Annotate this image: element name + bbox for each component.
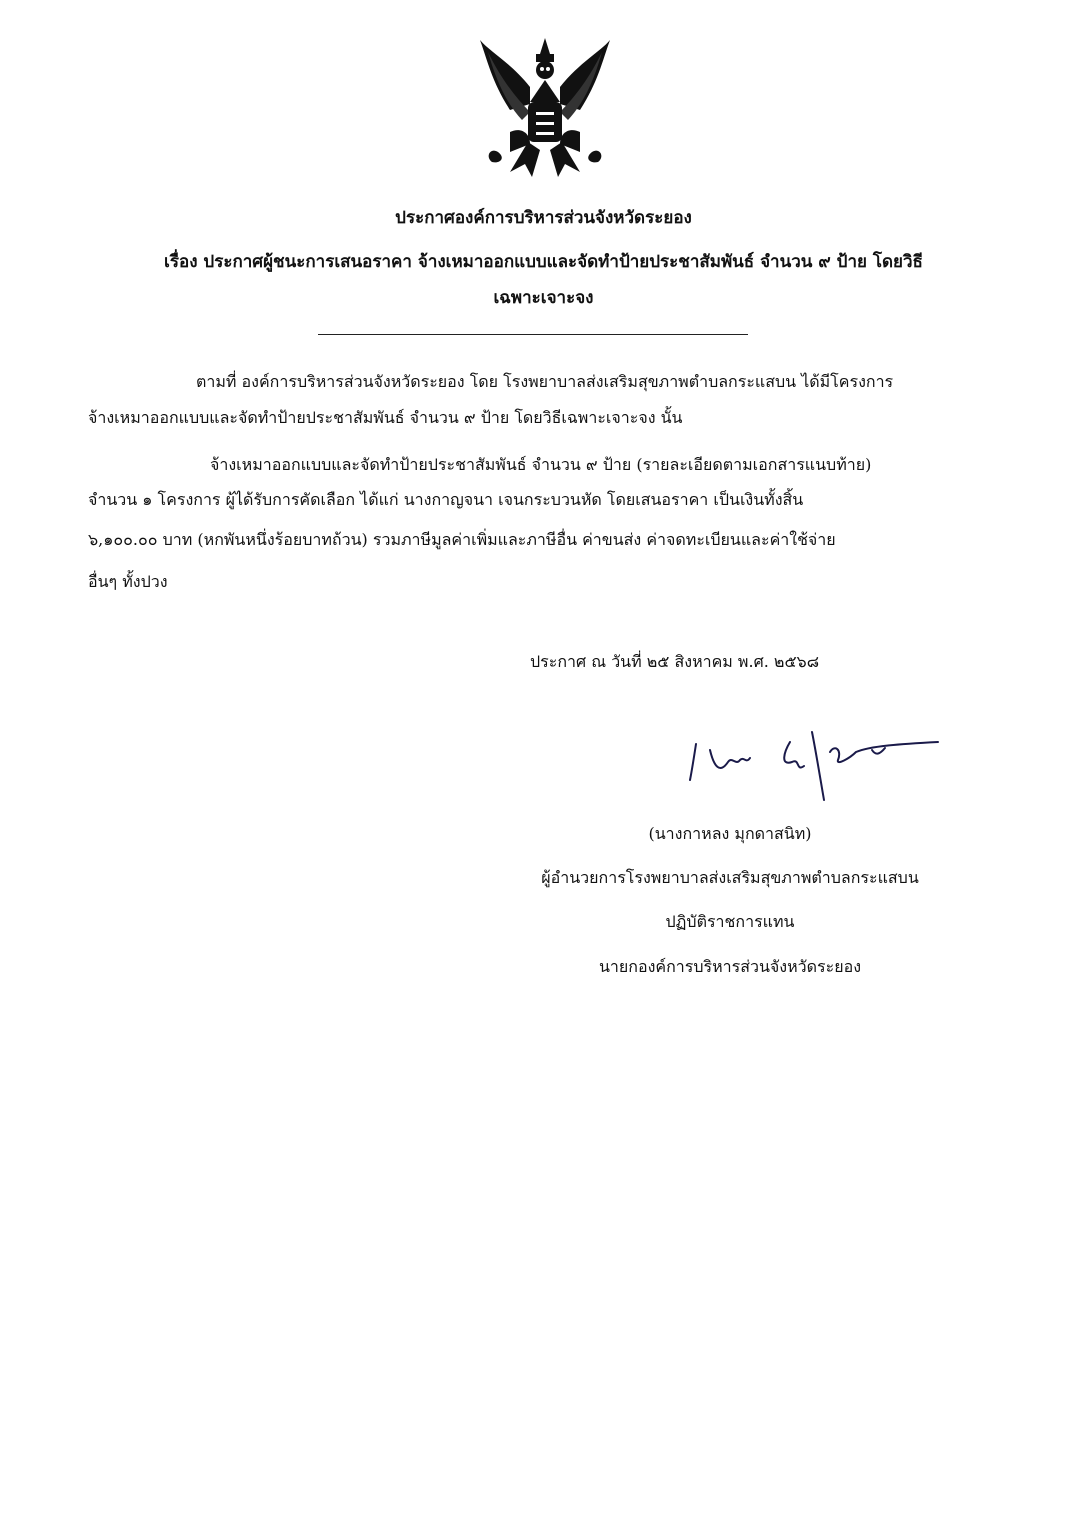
signatory-position: ผู้อำนวยการโรงพยาบาลส่งเสริมสุขภาพตำบลกระแสบน <box>541 868 919 887</box>
body-line: จำนวน ๑ โครงการ ผู้ได้รับการคัดเลือก ได้แก่ นางกาญจนา เจนกระบวนหัด โดยเสนอราคา เป็นเงินทั้งสิ้น <box>88 490 804 509</box>
body-line: จ้างเหมาออกแบบและจัดทำป้ายประชาสัมพันธ์ จำนวน ๙ ป้าย (รายละเอียดตามเอกสารแนบท้าย) <box>210 455 872 474</box>
handwritten-signature-icon <box>680 722 950 812</box>
signatory-on-behalf: นายกองค์การบริหารส่วนจังหวัดระยอง <box>598 957 862 976</box>
announcement-date: ประกาศ ณ วันที่ ๒๕ สิงหาคม พ.ศ. ๒๕๖๘ <box>530 652 820 671</box>
title-divider <box>318 334 748 335</box>
subject-line-1: เรื่อง ประกาศผู้ชนะการเสนอราคา จ้างเหมาออกแบบและจัดทำป้ายประชาสัมพันธ์ จำนวน ๙ ป้าย โดยวิธี <box>164 252 923 272</box>
announcement-title: ประกาศองค์การบริหารส่วนจังหวัดระยอง <box>395 208 692 228</box>
subject-line-2: เฉพาะเจาะจง <box>493 288 594 308</box>
body-line: ๖,๑๐๐.๐๐ บาท (หกพันหนึ่งร้อยบาทถ้วน) รวมภาษีมูลค่าเพิ่มและภาษีอื่น ค่าขนส่ง ค่าจดทะเบียนและค่าใช้จ่าย <box>88 530 836 549</box>
garuda-emblem-icon <box>470 32 620 182</box>
body-line: อื่นๆ ทั้งปวง <box>88 572 168 591</box>
body-line: จ้างเหมาออกแบบและจัดทำป้ายประชาสัมพันธ์ จำนวน ๙ ป้าย โดยวิธีเฉพาะเจาะจง นั้น <box>88 408 683 427</box>
signatory-name: (นางกาหลง มุกดาสนิท) <box>648 824 812 843</box>
signatory-acting: ปฏิบัติราชการแทน <box>665 912 795 931</box>
body-line: ตามที่ องค์การบริหารส่วนจังหวัดระยอง โดย โรงพยาบาลส่งเสริมสุขภาพตำบลกระแสบน ได้มีโครงการ <box>196 372 894 391</box>
